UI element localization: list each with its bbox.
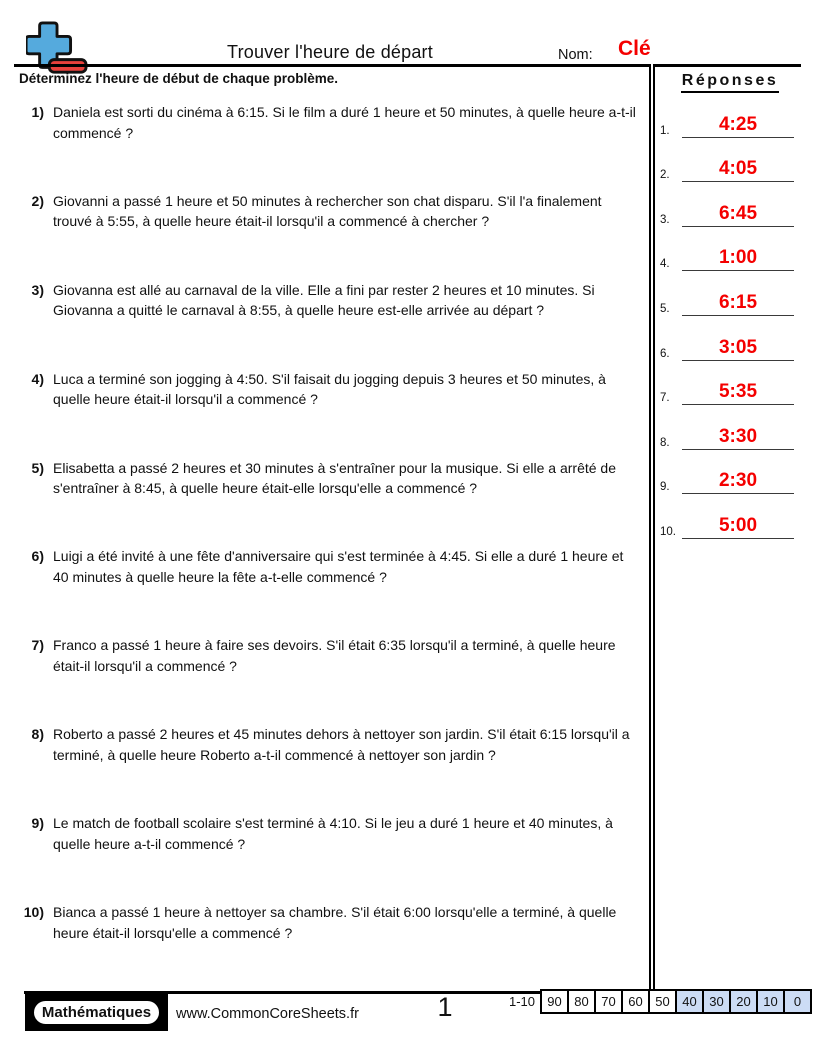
answer-number: 3. xyxy=(660,213,670,226)
instruction-text: Déterminez l'heure de début de chaque problème. xyxy=(19,71,339,86)
problem-text: Daniela est sorti du cinéma à 6:15. Si le film a duré 1 heure et 50 minutes, à quelle heure a-t-il commencé ? xyxy=(53,104,636,141)
problem-text: Bianca a passé 1 heure à nettoyer sa chambre. S'il était 6:00 lorsqu'elle a terminé, à quelle heure était-il lorsqu'elle a commencé ? xyxy=(53,904,617,941)
answer-value: 1:00 xyxy=(718,247,758,269)
answer-line xyxy=(682,426,794,450)
problem-item xyxy=(14,630,648,719)
answer-line xyxy=(682,114,794,138)
answer-row xyxy=(658,321,802,366)
name-value: Clé xyxy=(618,37,651,60)
problem-item xyxy=(14,541,648,630)
problem-number: 10) xyxy=(23,904,44,921)
answer-row xyxy=(658,455,802,500)
problem-number: 1) xyxy=(31,104,44,120)
problem-number: 6) xyxy=(31,548,44,565)
problem-item xyxy=(14,453,648,542)
problem-text: Giovanna est allé au carnaval de la ville. Elle a fini par rester 2 heures et 10 minutes. Si Giovanna a quitté le carnaval à 8:55, à quelle heure est-elle arrivée au départ ? xyxy=(53,281,595,319)
problem-text: Roberto a passé 2 heures et 45 minutes dehors à nettoyer son jardin. S'il était 6:15 lorsqu'il a terminé, à quelle heure Roberto a-t-il commencé à nettoyer son jardin ? xyxy=(53,726,630,763)
answer-row xyxy=(658,232,802,277)
score-bar xyxy=(509,989,812,1014)
problem-item xyxy=(14,97,648,186)
score-cell: 10 xyxy=(756,989,785,1014)
answer-row xyxy=(658,187,802,232)
answers-list xyxy=(658,98,802,544)
problem-text: Elisabetta a passé 2 heures et 30 minutes à s'entraîner pour la musique. Si elle a arrêté de s'entraîner à 8:45, à quelle heure était-elle lorsqu'elle a commencé ? xyxy=(53,459,617,497)
website-text: www.CommonCoreSheets.fr xyxy=(176,1006,359,1022)
problem-number: 7) xyxy=(31,637,44,654)
answer-row xyxy=(658,499,802,544)
problem-text: Luigi a été invité à une fête d'anniversaire qui s'est terminée à 4:45. Si elle a duré 1 heure et 40 minutes à quelle heure la fête a-t-elle commencé ? xyxy=(53,548,624,585)
score-cells xyxy=(540,989,812,1014)
score-cell: 0 xyxy=(783,989,812,1014)
answer-row xyxy=(658,143,802,188)
answer-line xyxy=(682,381,794,405)
answer-line xyxy=(682,337,794,361)
name-label: Nom: xyxy=(558,47,593,63)
answer-number: 5. xyxy=(660,302,670,315)
page-title: Trouver l'heure de départ xyxy=(227,42,433,62)
answer-value: 4:05 xyxy=(718,158,758,180)
problem-number: 3) xyxy=(31,281,44,298)
problem-item xyxy=(14,808,648,897)
answer-line xyxy=(682,292,794,316)
answer-number: 10. xyxy=(660,525,676,538)
answer-line xyxy=(682,247,794,271)
answer-number: 4. xyxy=(660,258,670,271)
answer-number: 9. xyxy=(660,481,670,494)
score-cell: 60 xyxy=(621,989,650,1014)
answer-value: 3:30 xyxy=(718,425,758,447)
problem-number: 5) xyxy=(31,459,44,476)
answer-value: 3:05 xyxy=(718,336,758,358)
answer-line xyxy=(682,158,794,182)
answers-title xyxy=(658,72,802,90)
problem-number: 4) xyxy=(31,370,44,387)
problem-number: 2) xyxy=(31,192,44,209)
answer-row xyxy=(658,276,802,321)
problem-text: Le match de football scolaire s'est terminé à 4:10. Si le jeu a duré 1 heure et 40 minutes, à quelle heure a-t-il commencé ? xyxy=(53,815,613,852)
problem-text: Giovanni a passé 1 heure et 50 minutes à rechercher son chat disparu. S'il l'a finalement trouvé à 5:55, à quelle heure était-il lorsqu'il a commencé à chercher ? xyxy=(53,192,602,230)
answer-value: 5:35 xyxy=(718,381,758,403)
brand-badge-label: Mathématiques xyxy=(32,999,161,1026)
score-cell: 20 xyxy=(729,989,758,1014)
problem-item xyxy=(14,186,648,275)
problem-item xyxy=(14,897,648,986)
answer-number: 1. xyxy=(660,124,670,137)
score-cell: 50 xyxy=(648,989,677,1014)
answer-line xyxy=(682,203,794,227)
problems-list xyxy=(14,97,648,986)
problem-item xyxy=(14,364,648,453)
answer-row xyxy=(658,410,802,455)
problem-number: 9) xyxy=(31,815,44,832)
score-cell: 30 xyxy=(702,989,731,1014)
score-cell: 70 xyxy=(594,989,623,1014)
answer-number: 6. xyxy=(660,347,670,360)
answer-value: 5:00 xyxy=(718,514,758,536)
answer-row xyxy=(658,98,802,143)
column-divider xyxy=(649,64,655,991)
answers-panel xyxy=(658,72,802,544)
answer-value: 6:45 xyxy=(718,202,758,224)
header-rule xyxy=(14,64,801,67)
problem-text: Franco a passé 1 heure à faire ses devoirs. S'il était 6:35 lorsqu'il a terminé, à quelle heure était-il lorsqu'il a commencé ? xyxy=(53,637,616,674)
answer-value: 4:25 xyxy=(718,113,758,135)
problem-text: Luca a terminé son jogging à 4:50. S'il faisait du jogging depuis 3 heures et 50 minutes, à quelle heure était-il lorsqu'il a commencé ? xyxy=(53,370,606,408)
score-range-label: 1-10 xyxy=(508,994,535,1009)
answer-value: 2:30 xyxy=(718,470,758,492)
score-cell: 80 xyxy=(567,989,596,1014)
answer-line xyxy=(682,470,794,494)
answer-number: 7. xyxy=(660,392,670,405)
problem-item xyxy=(14,719,648,808)
brand-badge xyxy=(25,993,168,1031)
answers-title-text: Réponses xyxy=(681,72,779,93)
score-cell: 40 xyxy=(675,989,704,1014)
answer-number: 2. xyxy=(660,169,670,182)
score-cell: 90 xyxy=(540,989,569,1014)
answer-value: 6:15 xyxy=(718,291,758,313)
problem-item xyxy=(14,275,648,364)
answer-line xyxy=(682,515,794,539)
page-number: 1 xyxy=(437,992,453,1022)
answer-row xyxy=(658,366,802,411)
answer-number: 8. xyxy=(660,436,670,449)
problem-number: 8) xyxy=(31,726,44,743)
